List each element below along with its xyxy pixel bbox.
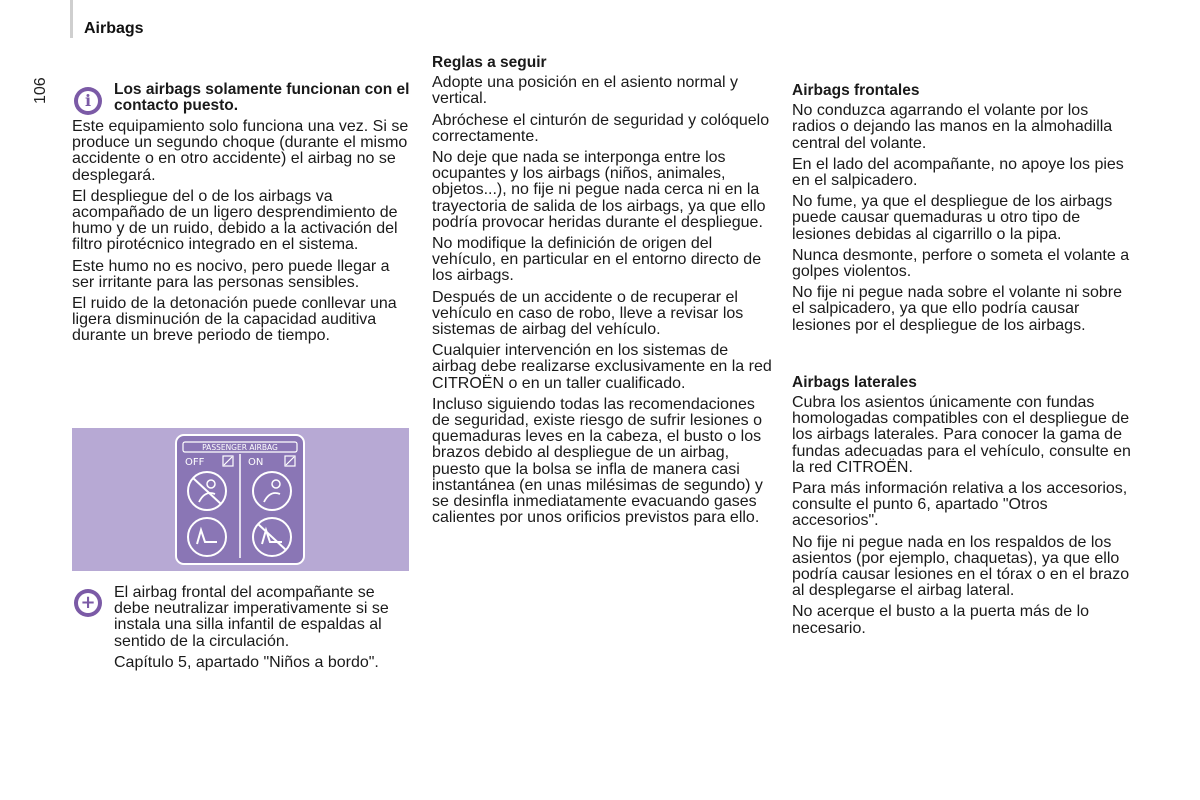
- paragraph: No modifique la definición de origen del vehículo, en particular en el entorno directo de los airbags.: [432, 235, 762, 285]
- paragraph: No fije ni pegue nada en los respaldos de los asientos (por ejemplo, chaquetas), ya que ello podría causar lesiones en el tórax o en el brazo al desplegarse el airbag lateral.: [792, 533, 1130, 600]
- info-note-text: Los airbags solamente funcionan con el contacto puesto.: [114, 81, 410, 114]
- paragraph: No acerque el busto a la puerta más de lo necesario.: [792, 603, 1090, 637]
- paragraph: Después de un accidente o de recuperar el vehículo en caso de robo, lleve a revisar los sistemas de airbag del vehículo.: [432, 288, 744, 339]
- info-icon: i: [74, 87, 102, 115]
- on-label: ON: [248, 457, 264, 468]
- plus-icon: +: [74, 589, 102, 617]
- paragraph: El ruido de la detonación puede conllevar una ligera disminución de la capacidad auditiva durante un breve periodo de tiempo.: [72, 295, 397, 345]
- switch-label: PASSENGER AIRBAG: [202, 443, 278, 452]
- paragraph: El despliegue del o de los airbags va acompañado de un ligero desprendimiento de humo y de un ruido, debido a la activación del filtro pirotécnico integrado en el sistema.: [72, 187, 398, 254]
- paragraph: Cualquier intervención en los sistemas de airbag debe realizarse exclusivamente en la red CITROËN o en un taller cualificado.: [432, 342, 772, 392]
- paragraph: El airbag frontal del acompañante se debe neutralizar imperativamente si se instala una silla infantil de espaldas al sentido de la circulación.: [114, 584, 389, 650]
- plus-note: [72, 585, 412, 676]
- section-title-laterales: Airbags laterales: [792, 373, 917, 391]
- paragraph: No fume, ya que el despliegue de los airbags puede causar quemaduras u otro tipo de lesiones debidas al cigarrillo o la pipa.: [792, 193, 1113, 243]
- column-left: [72, 82, 412, 350]
- airbag-switch-graphic: [175, 434, 305, 565]
- section-title-frontales: Airbags frontales: [792, 82, 920, 99]
- paragraph: Este equipamiento solo funciona una vez. Si se produce un segundo choque (durante el mismo accidente o en otro accidente) el airbag no se desplegará.: [72, 118, 409, 184]
- paragraph: No fije ni pegue nada sobre el volante ni sobre el salpicadero, ya que ello podría causar lesiones por el despliegue de los airbags.: [792, 284, 1122, 334]
- paragraph: No deje que nada se interponga entre los ocupantes y los airbags (niños, animales, objetos...), no fije ni pegue nada cerca ni en la trayectoria de salida de los airbags, ya que ello podría provocar heridas durante el despliegue.: [432, 149, 766, 231]
- passenger-airbag-switch-illustration: [72, 428, 409, 571]
- paragraph: Abróchese el cinturón de seguridad y colóquelo correctamente.: [432, 111, 770, 145]
- column-right: [792, 83, 1132, 642]
- column-middle: [432, 55, 772, 531]
- off-label: OFF: [185, 457, 205, 468]
- paragraph: Para más información relativa a los accesorios, consulte el punto 6, apartado "Otros accesorios".: [792, 480, 1128, 530]
- section-spacer: [792, 339, 1132, 375]
- page-number: 106: [32, 77, 49, 104]
- page-header-title: Airbags: [84, 20, 144, 37]
- paragraph: Este humo no es nocivo, pero puede llegar a ser irritante para las personas sensibles.: [72, 257, 390, 291]
- paragraph: Adopte una posición en el asiento normal y vertical.: [432, 74, 738, 108]
- paragraph: Cubra los asientos únicamente con fundas homologadas compatibles con el despliegue de los airbags laterales. Para conocer la gama de fundas adecuadas para el vehículo, consulte en la red CITROËN.: [792, 394, 1131, 476]
- info-note: [72, 82, 412, 115]
- header-divider: [70, 0, 73, 38]
- section-title-reglas: Reglas a seguir: [432, 54, 547, 71]
- paragraph: En el lado del acompañante, no apoye los pies en el salpicadero.: [792, 155, 1124, 190]
- paragraph: Nunca desmonte, perfore o someta el volante a golpes violentos.: [792, 246, 1130, 281]
- paragraph: No conduzca agarrando el volante por los radios o dejando las manos en la almohadilla central del volante.: [792, 102, 1113, 152]
- plus-note-text: [114, 585, 412, 676]
- paragraph: Capítulo 5, apartado "Niños a bordo".: [114, 653, 379, 671]
- paragraph: Incluso siguiendo todas las recomendaciones de seguridad, existe riesgo de sufrir lesiones o quemaduras leves en la cabeza, el busto o los brazos debido al despliegue de un airbag, puesto que la bolsa se infla de manera casi instantánea (en unas milésimas de segundo) y se desinfla inmediatamente evacuando gases calientes por unos orificios previstos para ello.: [432, 395, 763, 527]
